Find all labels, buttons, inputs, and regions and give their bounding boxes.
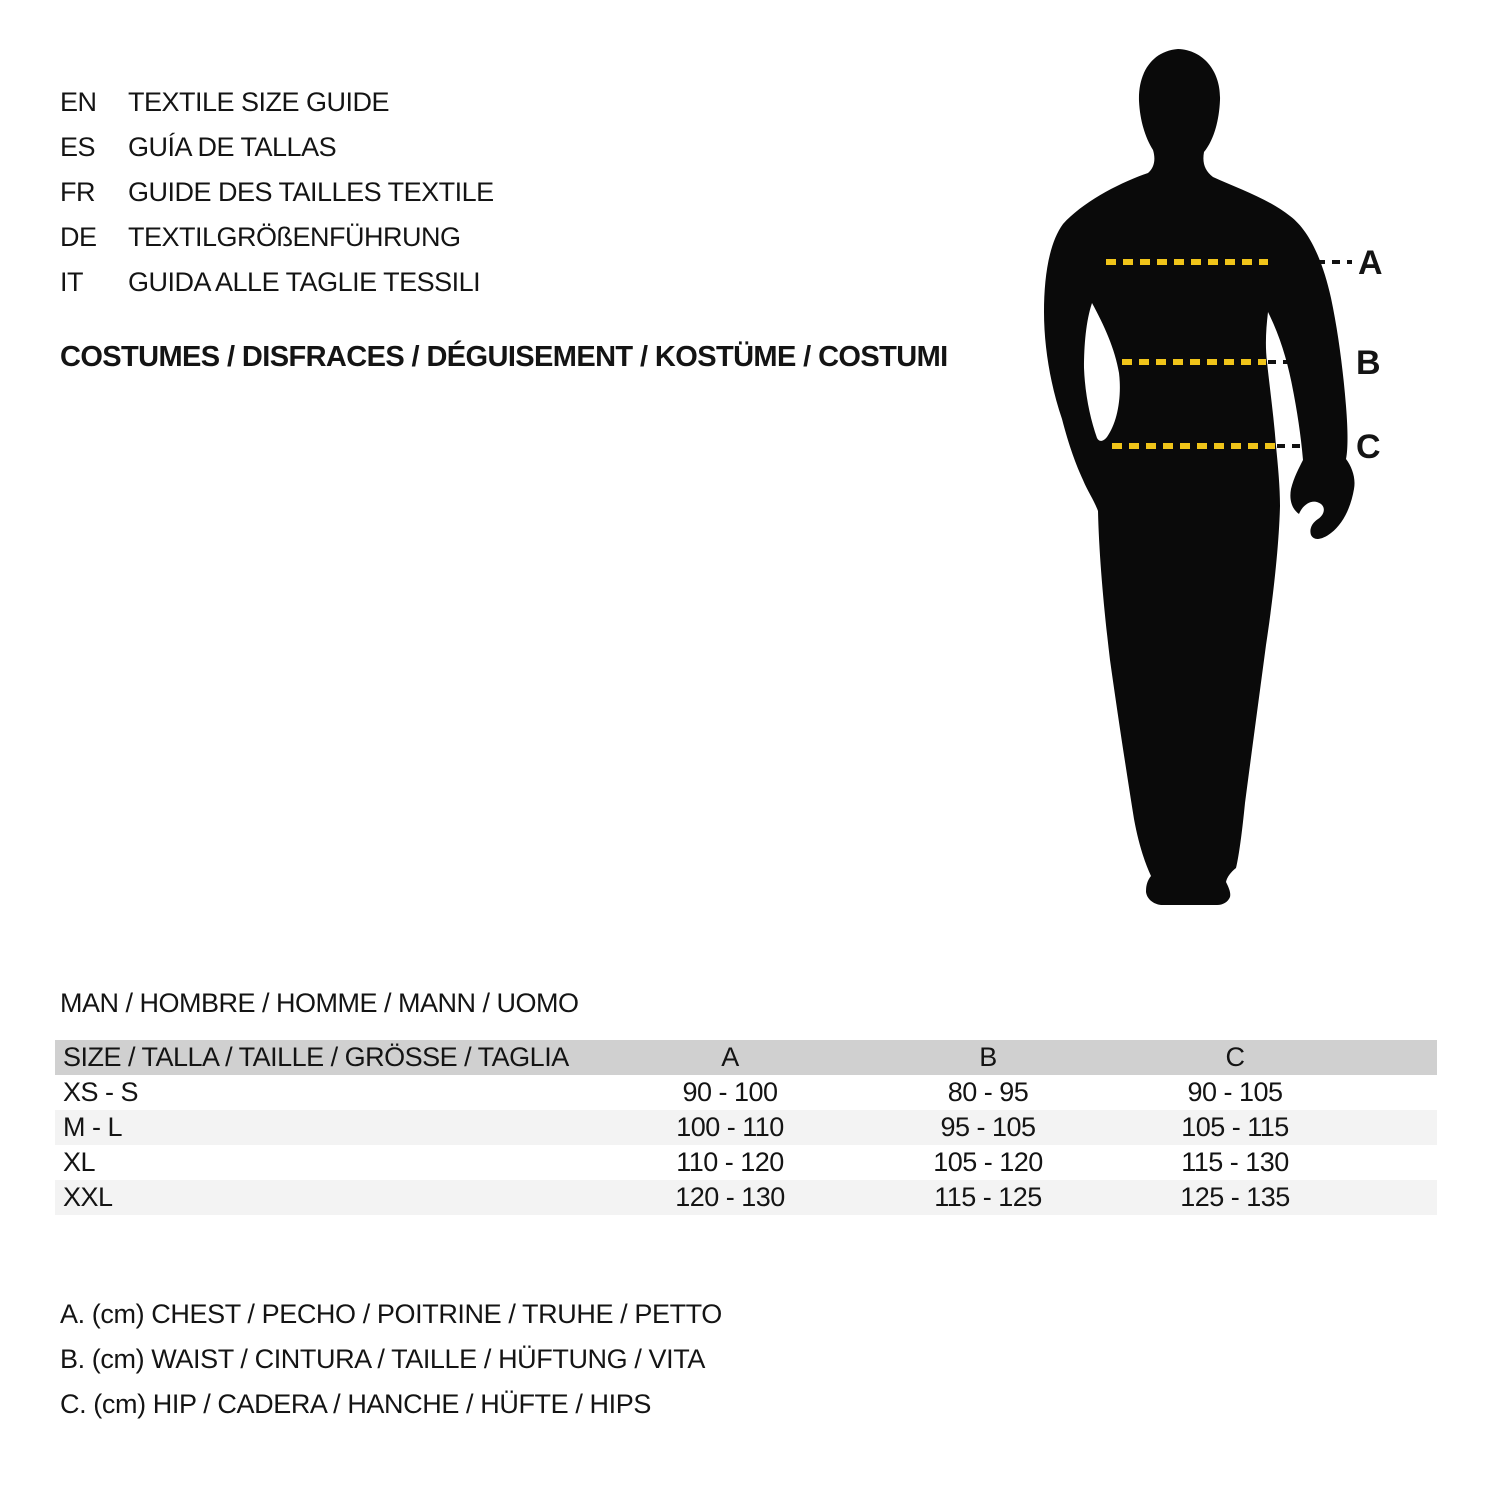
value-a: 100 - 110 — [676, 1112, 784, 1142]
size-table-header-row — [55, 1040, 1437, 1075]
value-b: 80 - 95 — [947, 1077, 1029, 1107]
label-hip-c: C — [1356, 428, 1381, 466]
section-title-man: MAN / HOMBRE / HOMME / MANN / UOMO — [60, 988, 579, 1018]
lang-title-fr: GUIDE DES TAILLES TEXTILE — [128, 177, 494, 207]
note-chest: A. (cm) CHEST / PECHO / POITRINE / TRUHE / PETTO — [60, 1299, 722, 1329]
value-c: 105 - 115 — [1181, 1112, 1289, 1142]
man-silhouette — [1044, 49, 1355, 905]
table-row-xxl — [55, 1180, 1437, 1215]
size-table — [55, 1040, 1437, 1215]
size-label: XL — [63, 1147, 96, 1177]
label-waist-b: B — [1356, 344, 1381, 382]
table-row-m-l — [55, 1110, 1437, 1145]
lang-code-fr: FR — [60, 177, 95, 207]
lang-code-it: IT — [60, 267, 83, 297]
size-label: XS - S — [63, 1077, 139, 1107]
lang-code-de: DE — [60, 222, 97, 252]
value-a: 90 - 100 — [682, 1077, 778, 1107]
size-table-header-label: SIZE / TALLA / TAILLE / GRÖSSE / TAGLIA — [63, 1042, 569, 1072]
column-header-a: A — [721, 1042, 739, 1072]
lang-title-es: GUÍA DE TALLAS — [128, 132, 337, 162]
column-header-c: C — [1225, 1042, 1245, 1072]
measurement-notes — [60, 1292, 722, 1427]
lang-code-es: ES — [60, 132, 96, 162]
size-label: XXL — [63, 1182, 113, 1212]
lang-title-de: TEXTILGRÖßENFÜHRUNG — [128, 222, 461, 252]
value-b: 95 - 105 — [940, 1112, 1036, 1142]
value-b: 105 - 120 — [933, 1147, 1043, 1177]
label-chest-a: A — [1358, 244, 1383, 282]
value-c: 125 - 135 — [1180, 1182, 1290, 1212]
lang-title-en: TEXTILE SIZE GUIDE — [128, 87, 390, 117]
value-a: 110 - 120 — [676, 1147, 784, 1177]
category-line: COSTUMES / DISFRACES / DÉGUISEMENT / KOSTÜME / COSTUMI — [60, 341, 948, 373]
table-row-xl — [55, 1145, 1437, 1180]
lang-title-it: GUIDA ALLE TAGLIE TESSILI — [128, 267, 481, 297]
value-b: 115 - 125 — [934, 1182, 1042, 1212]
note-waist: B. (cm) WAIST / CINTURA / TAILLE / HÜFTUNG / VITA — [60, 1344, 705, 1374]
column-header-b: B — [979, 1042, 997, 1072]
value-c: 90 - 105 — [1187, 1077, 1283, 1107]
value-c: 115 - 130 — [1181, 1147, 1289, 1177]
note-hip: C. (cm) HIP / CADERA / HANCHE / HÜFTE / HIPS — [60, 1389, 651, 1419]
size-label: M - L — [63, 1112, 123, 1142]
value-a: 120 - 130 — [675, 1182, 785, 1212]
lang-code-en: EN — [60, 87, 97, 117]
table-row-xs-s — [55, 1075, 1437, 1110]
